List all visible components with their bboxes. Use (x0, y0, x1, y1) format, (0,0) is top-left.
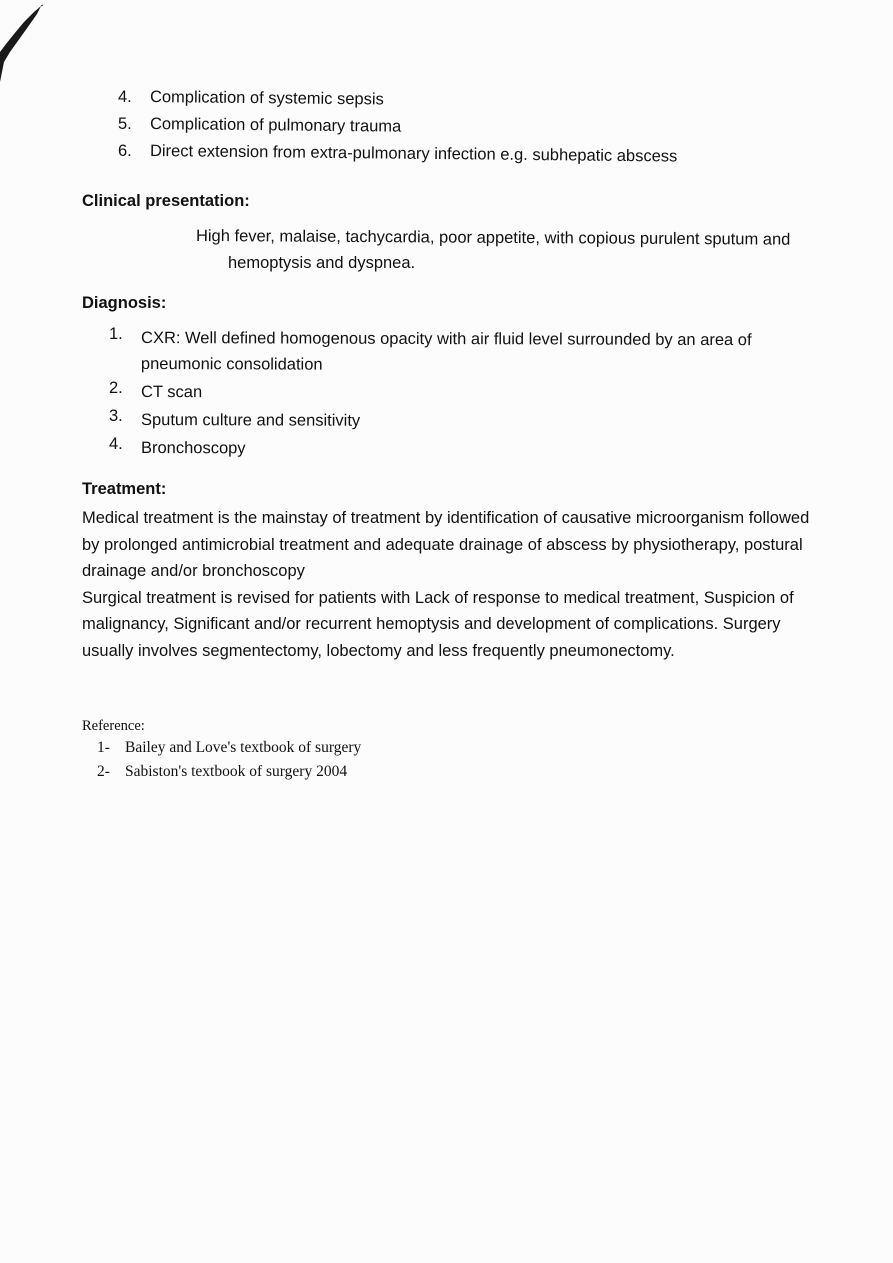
list-number: 2- (97, 763, 110, 780)
list-item (109, 379, 791, 405)
list-text: Complication of pulmonary trauma (149, 115, 402, 136)
clinical-line-2: hemoptysis and dyspnea. (228, 254, 416, 272)
list-text: Bailey and Love's textbook of surgery (125, 739, 362, 756)
list-text: Complication of systemic sepsis (149, 88, 384, 109)
scan-edge-mark (0, 0, 50, 85)
diagnosis-list (109, 325, 791, 463)
list-number: 1. (109, 325, 123, 343)
diagnosis-heading: Diagnosis: (82, 294, 167, 312)
list-number: 3. (109, 407, 123, 425)
clinical-presentation-text (196, 223, 836, 277)
clinical-line-1: High fever, malaise, tachycardia, poor appetite, with copious purulent sputum and (195, 227, 791, 249)
list-number: 6. (118, 142, 132, 160)
surgical-treatment-paragraph: Surgical treatment is revised for patients with Lack of response to medical treatment, Suspicion of malignancy, Significant and/or recurrent hemoptysis and development of complications. Surgery usually involves segmentectomy, lobectomy and less frequently pneumonectomy. (82, 588, 794, 660)
clinical-presentation-heading: Clinical presentation: (82, 192, 250, 210)
list-number: 5. (118, 115, 132, 133)
list-text: CXR: Well defined homogenous opacity with air fluid level surrounded by an area of pneumonic consolidation (140, 329, 752, 374)
medical-treatment-paragraph: Medical treatment is the mainstay of treatment by identification of causative microorganism followed by prolonged antimicrobial treatment and adequate drainage of abscess by physiotherapy, postural drainage and/or bronchoscopy (82, 509, 810, 580)
list-text: Sputum culture and sensitivity (140, 411, 361, 430)
list-text: CT scan (140, 383, 203, 402)
list-item (109, 325, 791, 377)
list-number: 2. (109, 379, 123, 397)
list-number: 1- (97, 739, 110, 756)
list-number: 4. (109, 435, 123, 453)
list-item (109, 435, 791, 461)
list-text: Direct extension from extra-pulmonary infection e.g. subhepatic abscess (149, 142, 678, 166)
treatment-heading: Treatment: (82, 480, 167, 498)
list-text: Bronchoscopy (140, 439, 246, 458)
treatment-body (82, 505, 827, 664)
list-number: 4. (118, 88, 132, 106)
list-item (109, 407, 791, 433)
list-text: Sabiston's textbook of surgery 2004 (125, 763, 348, 780)
reference-heading: Reference: (82, 718, 145, 734)
